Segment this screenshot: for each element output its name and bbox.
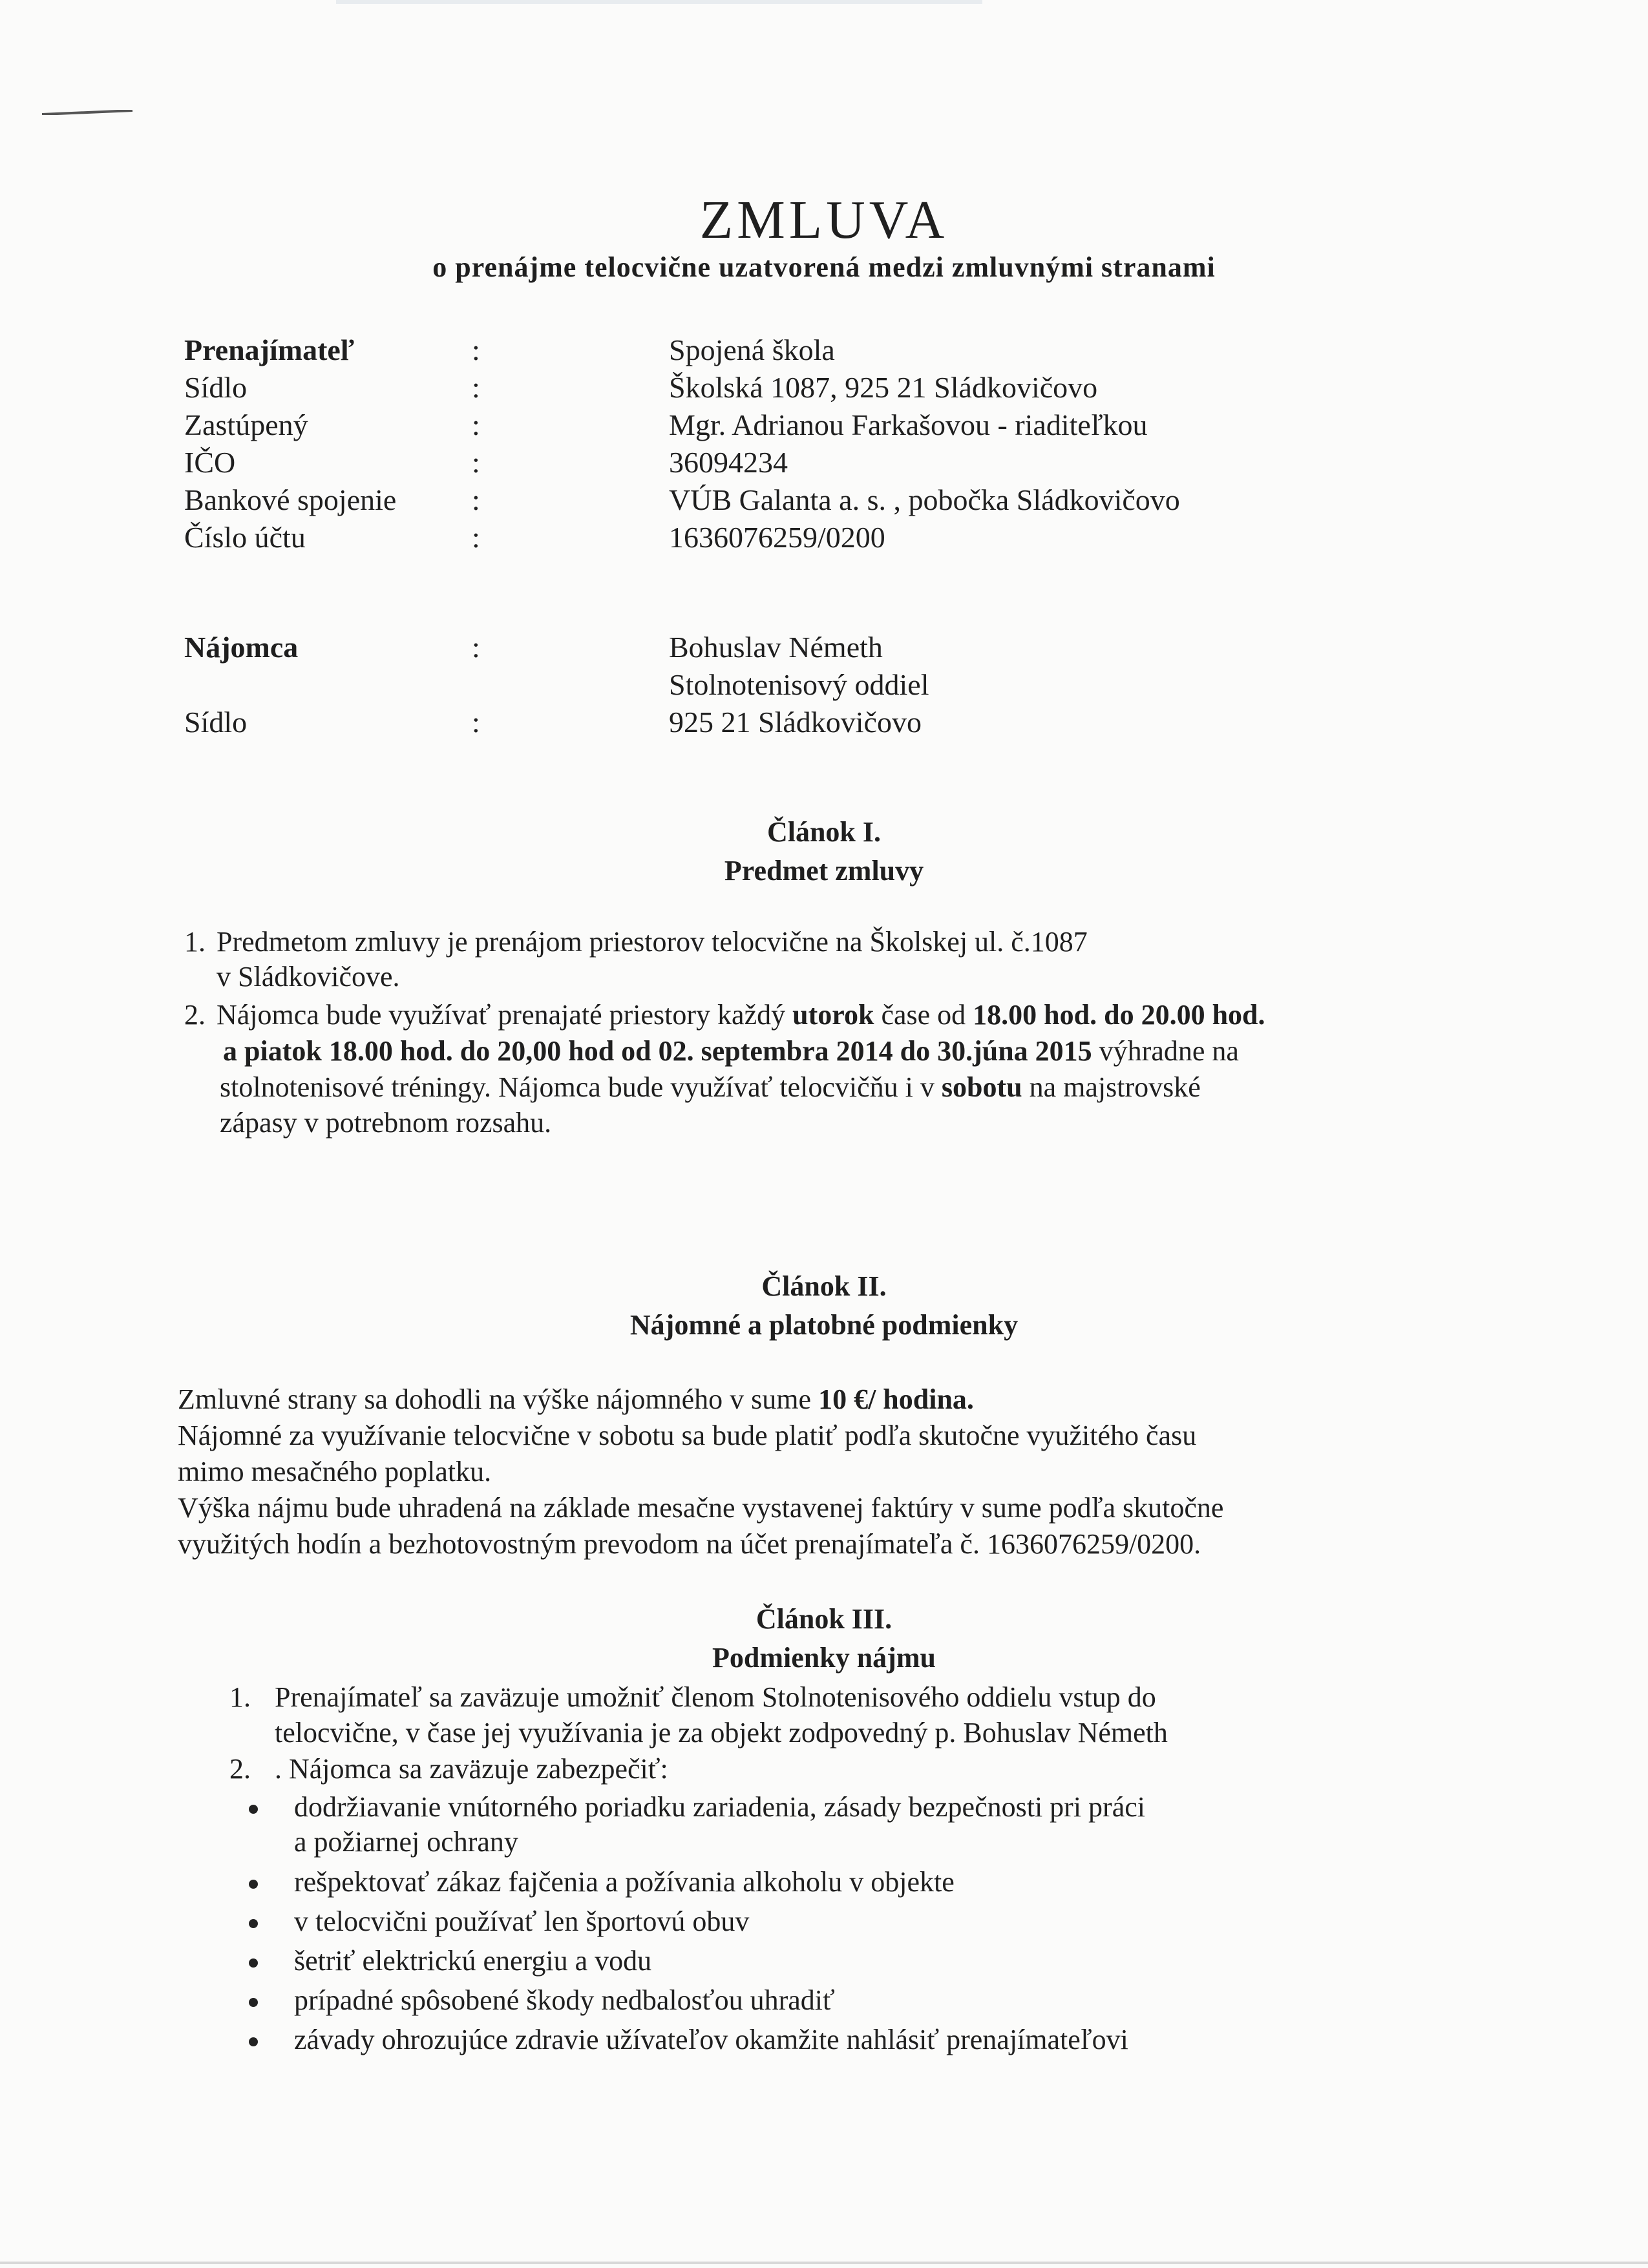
text-run: Zmluvné strany sa dohodli na výške nájomného v sume — [178, 1383, 819, 1415]
field-colon: : — [472, 631, 480, 664]
field-colon: : — [472, 333, 480, 366]
landlord-row — [0, 333, 1648, 372]
field-label: IČO — [184, 446, 236, 479]
text-run-bold: a piatok 18.00 hod. do 20,00 hod od 02. septembra 2014 do 30.júna 2015 — [223, 1035, 1092, 1067]
list-item: rešpektovať zákaz fajčenia a požívania alkoholu v objekte — [294, 1866, 955, 1898]
tenant-org: Stolnotenisový oddiel — [669, 668, 929, 701]
bullet-icon — [249, 1880, 258, 1889]
paragraph-line: Výška nájmu bude uhradená na základe mesačne vystavenej faktúry v sume podľa skutočne — [178, 1492, 1224, 1524]
paragraph-line: mimo mesačného poplatku. — [178, 1456, 492, 1487]
field-colon: : — [472, 371, 480, 404]
text-run-bold: sobotu — [941, 1071, 1022, 1103]
scan-edge — [0, 2262, 1648, 2264]
field-value: 1636076259/0200 — [669, 521, 885, 554]
landlord-row — [0, 408, 1648, 446]
item-text: telocvične, v čase jej využívania je za objekt zodpovedný p. Bohuslav Németh — [275, 1717, 1168, 1748]
field-value: Spojená škola — [669, 333, 835, 366]
text-run-bold: 18.00 hod. do 20.00 hod. — [973, 999, 1265, 1031]
field-colon: : — [472, 408, 480, 441]
paragraph-line — [178, 1383, 974, 1416]
text-run: Nájomca bude využívať prenajaté priestory každý — [217, 999, 793, 1031]
field-value: 36094234 — [669, 446, 788, 479]
text-run: čase od — [874, 999, 973, 1031]
list-item: prípadné spôsobené škody nedbalosťou uhradiť — [294, 1984, 835, 2016]
text-run: stolnotenisové tréningy. Nájomca bude využívať telocvičňu i v — [220, 1071, 942, 1103]
tenant-name: Bohuslav Németh — [669, 631, 883, 664]
list-item: závady ohrozujúce zdravie užívateľov okamžite nahlásiť prenajímateľovi — [294, 2024, 1128, 2055]
article-2-heading: Článok II. — [761, 1270, 887, 1302]
document-subtitle: o prenájme telocvične uzatvorená medzi zmluvnými stranami — [432, 251, 1216, 283]
scan-edge — [336, 0, 982, 4]
item-text — [217, 998, 1265, 1031]
field-value: Školská 1087, 925 21 Sládkovičovo — [669, 371, 1098, 404]
item-text: zápasy v potrebnom rozsahu. — [220, 1107, 552, 1139]
item-text: . Nájomca sa zaväzuje zabezpečiť: — [275, 1753, 668, 1785]
item-text: Prenajímateľ sa zaväzuje umožniť členom Stolnotenisového oddielu vstup do — [275, 1681, 1156, 1713]
paragraph-line: Nájomné za využívanie telocvične v sobotu sa bude platiť podľa skutočne využitého času — [178, 1420, 1197, 1451]
list-item: v telocvični používať len športovú obuv — [294, 1906, 750, 1937]
landlord-row — [0, 370, 1648, 409]
bullet-icon — [249, 2037, 258, 2046]
field-label: Prenajímateľ — [184, 333, 355, 366]
item-number: 1. — [229, 1681, 251, 1713]
article-3-heading: Článok III. — [755, 1603, 893, 1635]
field-label: Číslo účtu — [184, 521, 306, 554]
field-colon: : — [472, 521, 480, 554]
list-item: a požiarnej ochrany — [294, 1826, 518, 1858]
list-item: dodržiavanie vnútorného poriadku zariadenia, zásady bezpečnosti pri práci — [294, 1791, 1145, 1823]
tenant-label: Nájomca — [184, 631, 299, 664]
list-item: šetriť elektrickú energiu a vodu — [294, 1945, 652, 1977]
text-run: výhradne na — [1092, 1035, 1239, 1067]
tenant-row — [0, 667, 1648, 706]
text-run-bold: utorok — [792, 999, 874, 1031]
article-2-title: Nájomné a platobné podmienky — [629, 1309, 1019, 1341]
field-value: VÚB Galanta a. s. , pobočka Sládkovičovo — [669, 483, 1180, 516]
item-number: 1. — [184, 926, 206, 958]
field-colon: : — [472, 483, 480, 516]
bullet-icon — [249, 1998, 258, 2007]
bullet-icon — [249, 1958, 258, 1968]
field-label: Zastúpený — [184, 408, 308, 441]
field-colon: : — [472, 706, 480, 739]
article-3-title: Podmienky nájmu — [712, 1642, 936, 1674]
text-run: na majstrovské — [1022, 1071, 1201, 1103]
field-label: Bankové spojenie — [184, 483, 397, 516]
document-title: ZMLUVA — [699, 190, 949, 250]
field-value: Mgr. Adrianou Farkašovou - riaditeľkou — [669, 408, 1148, 441]
tenant-seat-value: 925 21 Sládkovičovo — [669, 706, 922, 739]
item-text — [220, 1071, 1201, 1104]
bullet-icon — [249, 1805, 258, 1814]
pen-mark — [42, 110, 139, 115]
article-1-heading: Článok I. — [766, 816, 882, 848]
bullet-icon — [249, 1919, 258, 1928]
landlord-row — [0, 483, 1648, 521]
field-label: Sídlo — [184, 371, 248, 404]
item-text: v Sládkovičove. — [217, 961, 400, 992]
tenant-row — [0, 630, 1648, 669]
tenant-seat-label: Sídlo — [184, 706, 248, 739]
item-number: 2. — [229, 1753, 251, 1785]
item-number: 2. — [184, 999, 206, 1031]
landlord-row — [0, 520, 1648, 559]
tenant-row — [0, 705, 1648, 744]
field-colon: : — [472, 446, 480, 479]
paragraph-line: využitých hodín a bezhotovostným prevodom na účet prenajímateľa č. 1636076259/0200. — [178, 1528, 1201, 1560]
text-run-bold: 10 €/ hodina. — [818, 1383, 974, 1415]
landlord-row — [0, 445, 1648, 484]
article-1-title: Predmet zmluvy — [724, 855, 924, 887]
item-text: Predmetom zmluvy je prenájom priestorov telocvične na Školskej ul. č.1087 — [217, 926, 1088, 958]
item-text — [223, 1034, 1239, 1067]
